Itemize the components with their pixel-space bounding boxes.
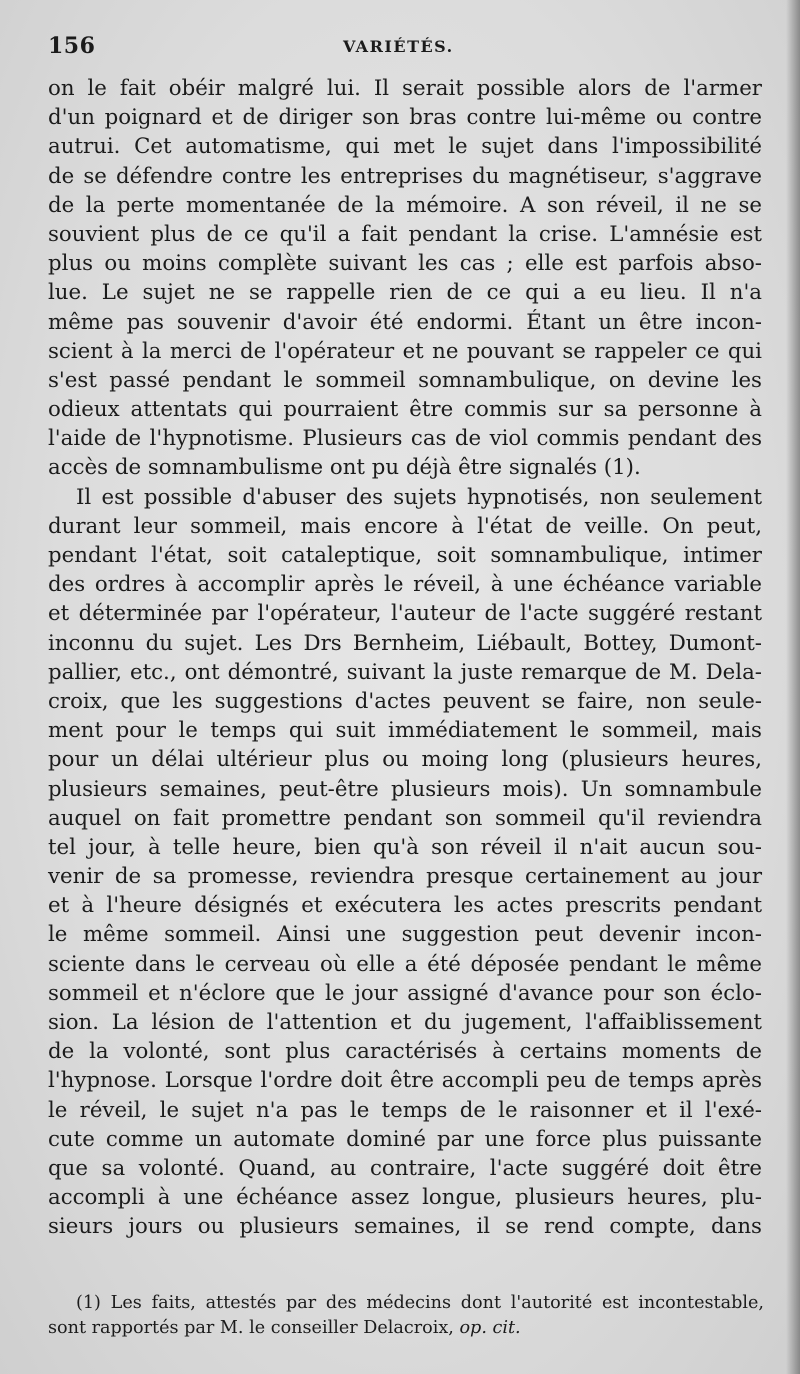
text-line: même pas souvenir d'avoir été endormi. Étant un être incon- [48, 309, 762, 335]
text-line: auquel on fait promettre pendant son sommeil qu'il reviendra [48, 805, 762, 831]
text-line: que sa volonté. Quand, au contraire, l'acte suggéré doit être [48, 1155, 762, 1181]
text-line: sieurs jours ou plusieurs semaines, il se rend compte, dans [48, 1214, 762, 1240]
footnote-citation: op. cit. [459, 1318, 521, 1338]
text-line: l'aide de l'hypnotisme. Plusieurs cas de viol commis pendant des [48, 426, 762, 452]
text-line: Il est possible d'abuser des sujets hypnotisés, non seulement [76, 484, 762, 510]
text-line: sciente dans le cerveau où elle a été déposée pendant le même [48, 951, 762, 977]
text-line: odieux attentats qui pourraient être commis sur sa personne à [48, 397, 762, 423]
body-text [48, 74, 762, 1242]
text-line: on le fait obéir malgré lui. Il serait possible alors de l'armer [48, 76, 762, 101]
footnote [48, 1291, 764, 1341]
page-number: 156 [48, 33, 96, 59]
text-line: et à l'heure désignés et exécutera les actes prescrits pendant [48, 893, 762, 919]
text-line: lue. Le sujet ne se rappelle rien de ce qui a eu lieu. Il n'a [48, 280, 762, 306]
text-line: ment pour le temps qui suit immédiatement le sommeil, mais [48, 718, 762, 744]
text-line: croix, que les suggestions d'actes peuvent se faire, non seule- [48, 688, 762, 714]
text-line: le réveil, le sujet n'a pas le temps de le raisonner et il l'exé- [48, 1097, 762, 1123]
footnote-line: (1) Les faits, attestés par des médecins dont l'autorité est incontestable, [76, 1293, 764, 1313]
text-line: de se défendre contre les entreprises du magnétiseur, s'aggrave [48, 163, 762, 189]
text-line: autrui. Cet automatisme, qui met le sujet dans l'impossibilité [48, 134, 762, 160]
text-line: le même sommeil. Ainsi une suggestion peut devenir incon- [48, 922, 762, 948]
text-line: inconnu du sujet. Les Drs Bernheim, Liébault, Bottey, Dumont- [48, 630, 762, 656]
text-line: pallier, etc., ont démontré, suivant la juste remarque de M. Dela- [48, 659, 762, 685]
page-header [48, 33, 758, 65]
text-line: souvient plus de ce qu'il a fait pendant la crise. L'amnésie est [48, 221, 762, 247]
text-line: pour un délai ultérieur plus ou moing long (plusieurs heures, [48, 747, 762, 773]
text-line: l'hypnose. Lorsque l'ordre doit être accompli peu de temps après [48, 1068, 762, 1094]
running-title: VARIÉTÉS. [343, 37, 454, 56]
text-line: d'un poignard et de diriger son bras contre lui-même ou contre [48, 105, 762, 131]
text-line: de la volonté, sont plus caractérisés à certains moments de [48, 1039, 762, 1065]
text-line: plus ou moins complète suivant les cas ; elle est parfois abso- [48, 251, 762, 277]
text-line: des ordres à accomplir après le réveil, à une échéance variable [48, 572, 762, 598]
text-line: pendant l'état, soit cataleptique, soit somnambulique, intimer [48, 543, 762, 568]
text-line: et déterminée par l'opérateur, l'auteur de l'acte suggéré restant [48, 601, 762, 627]
text-line: scient à la merci de l'opérateur et ne pouvant se rappeler ce qui [48, 338, 762, 364]
text-line: sommeil et n'éclore que le jour assigné d'avance pour son éclo- [48, 980, 762, 1006]
footnote-line [48, 1316, 764, 1341]
footnote-text: sont rapportés par M. le conseiller Delacroix, [48, 1318, 460, 1338]
text-line: accès de somnambulisme ont pu déjà être signalés (1). [48, 455, 641, 481]
text-line: sion. La lésion de l'attention et du jugement, l'affaiblissement [48, 1010, 762, 1035]
text-line: s'est passé pendant le sommeil somnambulique, on devine les [48, 367, 762, 393]
text-line: cute comme un automate dominé par une force plus puissante [48, 1126, 762, 1152]
text-line: accompli à une échéance assez longue, plusieurs heures, plu- [48, 1185, 762, 1211]
text-line: de la perte momentanée de la mémoire. A son réveil, il ne se [48, 192, 762, 218]
text-line: plusieurs semaines, peut-être plusieurs mois). Un somnambule [48, 776, 762, 802]
text-line: tel jour, à telle heure, bien qu'à son réveil il n'ait aucun sou- [48, 834, 762, 860]
text-line: durant leur sommeil, mais encore à l'état de veille. On peut, [48, 513, 762, 539]
text-line: venir de sa promesse, reviendra presque certainement au jour [48, 864, 762, 890]
